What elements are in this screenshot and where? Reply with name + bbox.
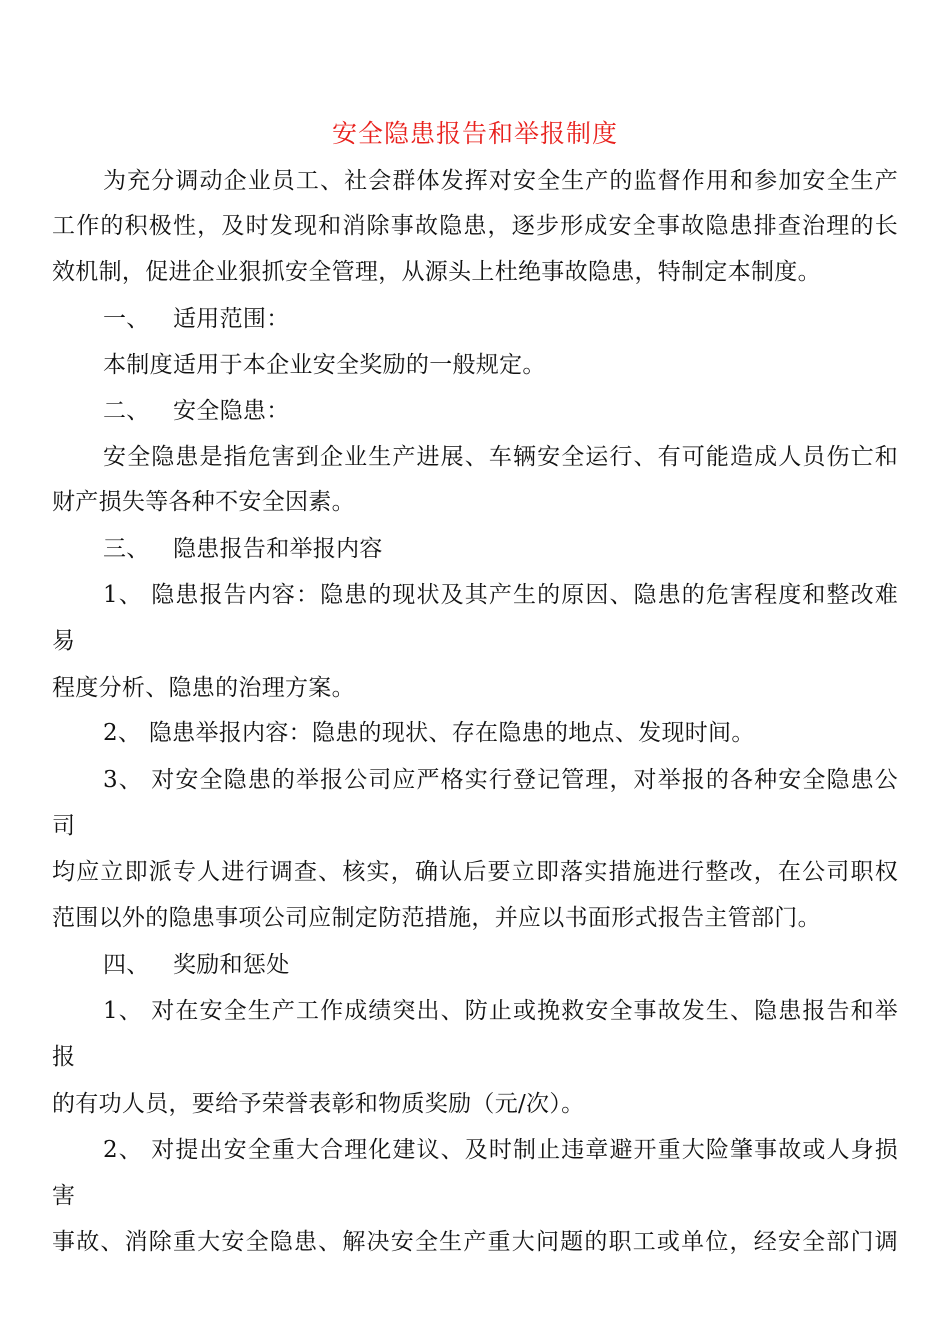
section-title: 奖励和惩处: [173, 952, 290, 978]
section-number: 一、: [103, 306, 150, 332]
list-item-line: 范围以外的隐患事项公司应制定防范措施，并应以书面形式报告主管部门。: [52, 905, 821, 931]
list-item-line: 司: [52, 813, 76, 839]
paragraph-line: 为充分调动企业员工、社会群体发挥对安全生产的监督作用和参加安全生产: [103, 168, 898, 194]
paragraph-line: 安全隐患是指危害到企业生产进展、车辆安全运行、有可能造成人员伤亡和: [103, 444, 898, 470]
paragraph-line: 本制度适用于本企业安全奖励的一般规定。: [103, 352, 546, 378]
paragraph-line: 工作的积极性，及时发现和消除事故隐患，逐步形成安全事故隐患排查治理的长: [52, 213, 898, 239]
section-heading: [103, 950, 290, 980]
list-item-line: 3、 对安全隐患的举报公司应严格实行登记管理，对举报的各种安全隐患公: [103, 767, 898, 793]
section-heading: [103, 396, 290, 426]
section-title: 适用范围：: [173, 306, 290, 332]
list-item-line: 易: [52, 628, 76, 654]
list-item-line: 2、 对提出安全重大合理化建议、及时制止违章避开重大险肇事故或人身损: [103, 1137, 898, 1163]
section-title: 安全隐患：: [173, 398, 290, 424]
section-heading: [103, 534, 383, 564]
list-item-line: 1、 隐患报告内容：隐患的现状及其产生的原因、隐患的危害程度和整改难: [103, 582, 898, 608]
list-item-line: 害: [52, 1183, 76, 1209]
paragraph-line: 财产损失等各种不安全因素。: [52, 489, 355, 515]
document-title: 安全隐患报告和举报制度: [331, 119, 618, 148]
list-item-line: 2、 隐患举报内容：隐患的现状、存在隐患的地点、发现时间。: [103, 720, 755, 746]
section-number: 四、: [103, 952, 150, 978]
section-title: 隐患报告和举报内容: [173, 536, 383, 562]
section-number: 三、: [103, 536, 150, 562]
list-item-line: 均应立即派专人进行调查、核实，确认后要立即落实措施进行整改，在公司职权: [52, 859, 898, 885]
list-item-line: 报: [52, 1044, 76, 1070]
list-item-line: 的有功人员，要给予荣誉表彰和物质奖励（元/次）。: [52, 1091, 585, 1117]
section-number: 二、: [103, 398, 150, 424]
paragraph-line: 效机制，促进企业狠抓安全管理，从源头上杜绝事故隐患，特制定本制度。: [52, 259, 821, 285]
list-item-line: 1、 对在安全生产工作成绩突出、防止或挽救安全事故发生、隐患报告和举: [103, 998, 898, 1024]
list-item-line: 事故、消除重大安全隐患、解决安全生产重大问题的职工或单位，经安全部门调: [52, 1229, 898, 1255]
section-heading: [103, 304, 290, 334]
list-item-line: 程度分析、隐患的治理方案。: [52, 675, 355, 701]
